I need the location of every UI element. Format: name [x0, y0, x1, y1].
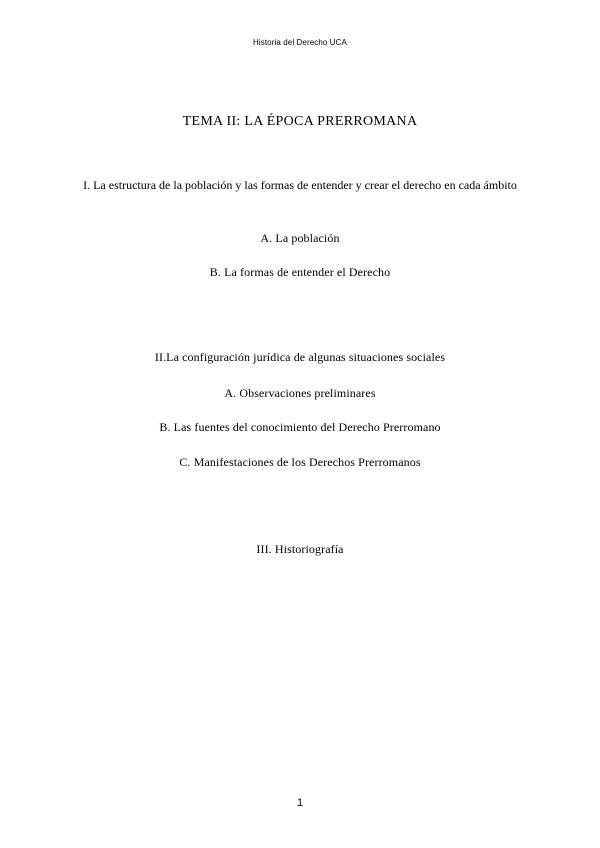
section-1-item-a: A. La población: [260, 231, 340, 245]
section-2-item-b: B. Las fuentes del conocimiento del Derecho Prerromano: [159, 420, 441, 434]
section-2-item-c: C. Manifestaciones de los Derechos Prerromanos: [179, 455, 421, 469]
section-heading-1: I. La estructura de la población y las formas de entender y crear el derecho en cada ámbito: [83, 178, 517, 192]
running-header: Historia del Derecho UCA: [253, 38, 347, 47]
page-title: TEMA II: LA ÉPOCA PRERROMANA: [182, 114, 418, 129]
section-heading-2: II.La configuración jurídica de algunas situaciones sociales: [154, 350, 446, 364]
page-number: 1: [296, 797, 304, 809]
section-1-item-b: B. La formas de entender el Derecho: [209, 265, 391, 279]
section-heading-3: III. Historiografía: [256, 542, 344, 556]
section-2-item-a: A. Observaciones preliminares: [224, 386, 376, 400]
